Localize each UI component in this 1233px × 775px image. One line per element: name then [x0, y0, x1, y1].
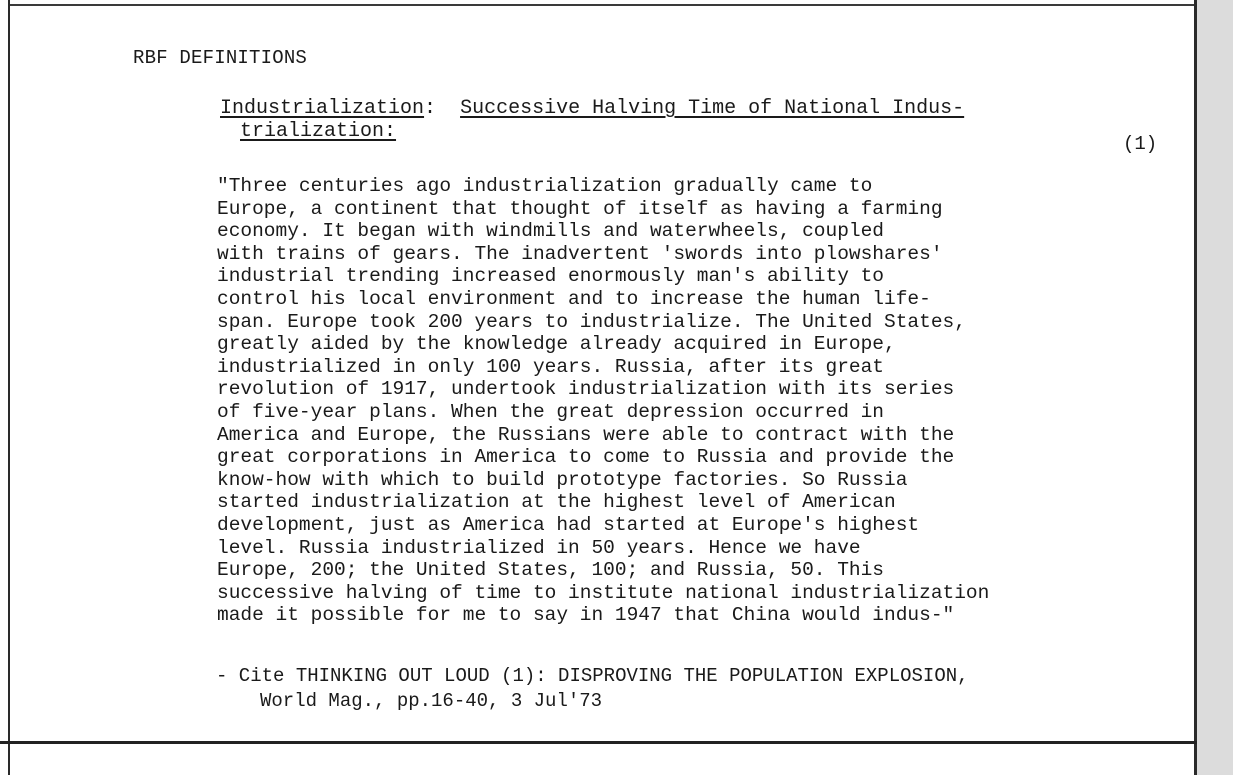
quote-line: industrial trending increased enormously man's ability to — [217, 265, 885, 288]
card-bottom-border — [0, 741, 1197, 744]
quote-line: started industrialization at the highest level of American — [217, 491, 896, 514]
entry-title-line2: trialization: — [240, 120, 397, 143]
reference-number: (1) — [1123, 133, 1158, 155]
card-left-border — [8, 0, 10, 775]
quote-line: greatly aided by the knowledge already acquired in Europe, — [217, 333, 896, 356]
quote-line: span. Europe took 200 years to industrialize. The United States, — [217, 310, 966, 333]
entry-title-line1: Successive Halving Time of National Indus- — [460, 97, 965, 120]
quote-line: "Three centuries ago industrialization gradually came to — [217, 175, 873, 197]
quote-body — [217, 175, 989, 627]
quote-line: level. Russia industrialized in 50 years. Hence we have — [217, 536, 861, 559]
quote-line: with trains of gears. The inadvertent 'swords into plowshares' — [217, 242, 943, 265]
page-edge-strip — [1197, 0, 1233, 775]
quote-line: revolution of 1917, undertook industrialization with its series — [217, 378, 955, 401]
quote-line: made it possible for me to say in 1947 that China would indus-" — [217, 604, 955, 627]
quote-line: economy. It began with windmills and waterwheels, coupled — [217, 220, 885, 243]
citation-line2: World Mag., pp.16-40, 3 Jul'73 — [260, 690, 603, 712]
quote-line: America and Europe, the Russians were able to contract with the — [217, 423, 955, 446]
quote-line: Europe, 200; the United States, 100; and Russia, 50. This — [217, 559, 885, 582]
card-top-border — [8, 4, 1196, 6]
entry-title-continued — [240, 120, 396, 143]
citation-line1: - Cite THINKING OUT LOUD (1): DISPROVING THE POPULATION EXPLOSION, — [216, 665, 969, 687]
quote-line: of five-year plans. When the great depression occurred in — [217, 400, 885, 423]
quote-line: great corporations in America to come to Russia and provide the — [217, 446, 955, 469]
quote-line: successive halving of time to institute national industrialization — [217, 581, 990, 604]
quote-line: control his local environment and to increase the human life- — [217, 287, 931, 310]
quote-line: industrialized in only 100 years. Russia, after its great — [217, 355, 885, 378]
quote-line: Europe, a continent that thought of itself as having a farming — [217, 197, 943, 220]
page-header: RBF DEFINITIONS — [133, 47, 308, 69]
entry-title: Industrialization: Successive Halving Time of National Indus- — [220, 97, 965, 120]
entry-term: Industrialization — [220, 97, 425, 120]
quote-line: development, just as America had started at Europe's highest — [217, 513, 920, 536]
quote-line: know-how with which to build prototype factories. So Russia — [217, 468, 908, 491]
